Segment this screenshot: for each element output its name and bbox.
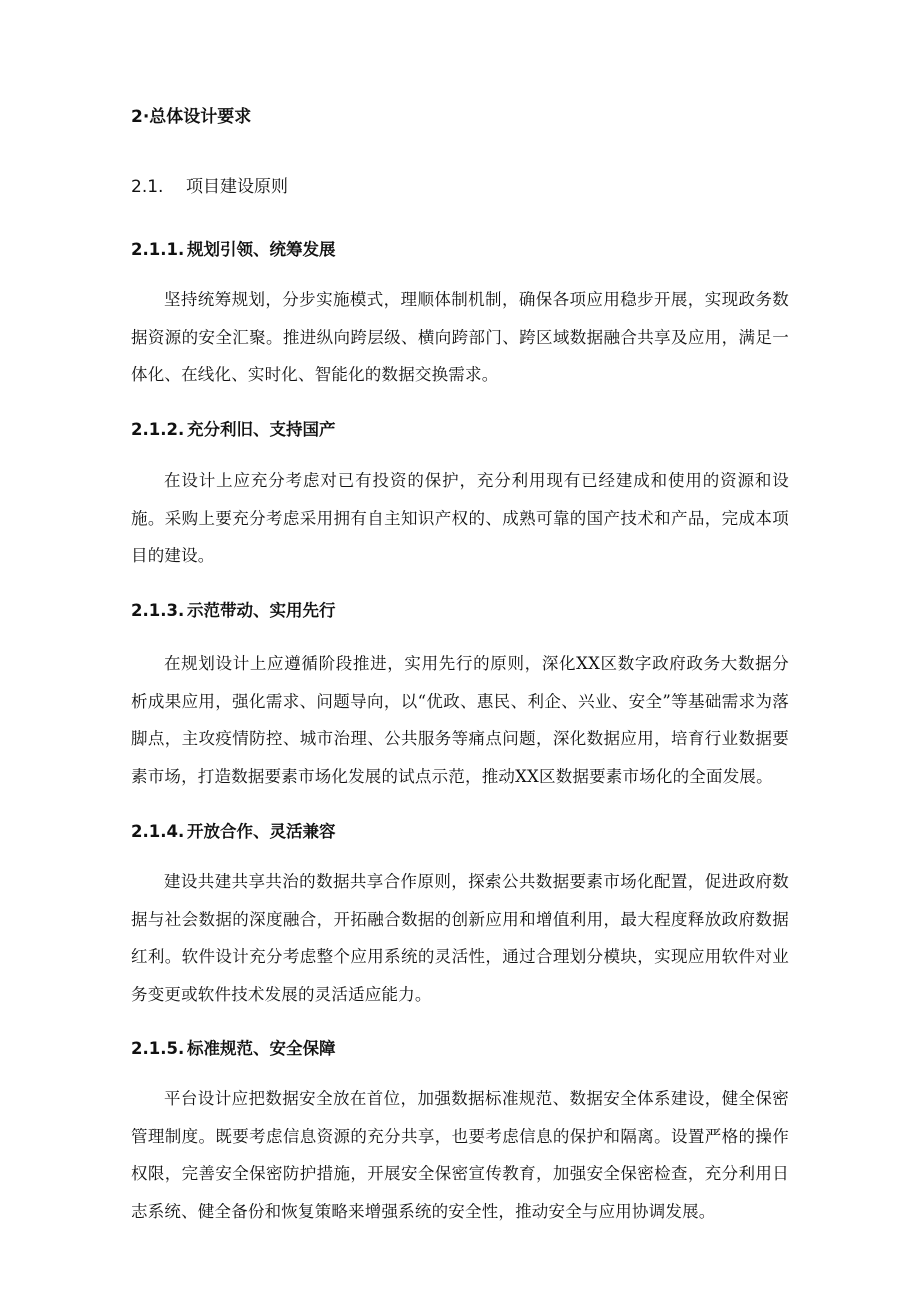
chapter-title: 2·总体设计要求 [131, 107, 252, 127]
subsection-body-3: 在规划设计上应遵循阶段推进，实用先行的原则，深化XX区数字政府政务大数据分析成果应用，强化需求、问题导向，以“优政、惠民、利企、兴业、安全”等基础需求为落脚点，主攻疫情防控、城市治理、公共服务等痛点问题，深化数据应用，培育行业数据要素市场，打造数据要素市场化发展的试点示范，推动XX区数据要素市场化的全面发展。 [131, 654, 789, 786]
subsection-number: 2.1.2. [131, 420, 185, 439]
subsection-heading-1 [131, 236, 336, 260]
subsection-number: 2.1.4. [131, 822, 185, 841]
subsection-number: 2.1.1. [131, 240, 185, 259]
subsection-body-4: 建设共建共享共治的数据共享合作原则，探索公共数据要素市场化配置，促进政府数据与社会数据的深度融合，开拓融合数据的创新应用和增值利用，最大程度释放政府数据红利。软件设计充分考虑整个应用系统的灵活性，通过合理划分模块，实现应用软件对业务变更或软件技术发展的灵活适应能力。 [131, 872, 789, 1004]
subsection-title: 标准规范、安全保障 [187, 1039, 336, 1058]
section-number: 2.1. [131, 177, 164, 197]
section-heading [131, 172, 288, 197]
subsection-title: 规划引领、统筹发展 [187, 240, 336, 259]
subsection-heading-3 [131, 597, 336, 621]
subsection-number: 2.1.3. [131, 601, 185, 620]
subsection-heading-2 [131, 416, 336, 440]
subsection-title: 开放合作、灵活兼容 [187, 822, 336, 841]
subsection-title: 充分利旧、支持国产 [187, 420, 336, 439]
subsection-body-1: 坚持统筹规划，分步实施模式，理顺体制机制，确保各项应用稳步开展，实现政务数据资源的安全汇聚。推进纵向跨层级、横向跨部门、跨区域数据融合共享及应用，满足一体化、在线化、实时化、智能化的数据交换需求。 [131, 290, 789, 384]
subsection-title: 示范带动、实用先行 [187, 601, 336, 620]
subsection-body-2: 在设计上应充分考虑对已有投资的保护，充分利用现有已经建成和使用的资源和设施。采购上要充分考虑采用拥有自主知识产权的、成熟可靠的国产技术和产品，完成本项目的建设。 [131, 471, 789, 565]
section-title: 项目建设原则 [186, 177, 288, 197]
subsection-number: 2.1.5. [131, 1039, 185, 1058]
subsection-heading-5 [131, 1035, 336, 1059]
subsection-heading-4 [131, 818, 336, 842]
subsection-body-5: 平台设计应把数据安全放在首位，加强数据标准规范、数据安全体系建设，健全保密管理制度。既要考虑信息资源的充分共享，也要考虑信息的保护和隔离。设置严格的操作权限，完善安全保密防护措施，开展安全保密宣传教育，加强安全保密检查，充分利用日志系统、健全备份和恢复策略来增强系统的安全性，推动安全与应用协调发展。 [131, 1089, 789, 1221]
